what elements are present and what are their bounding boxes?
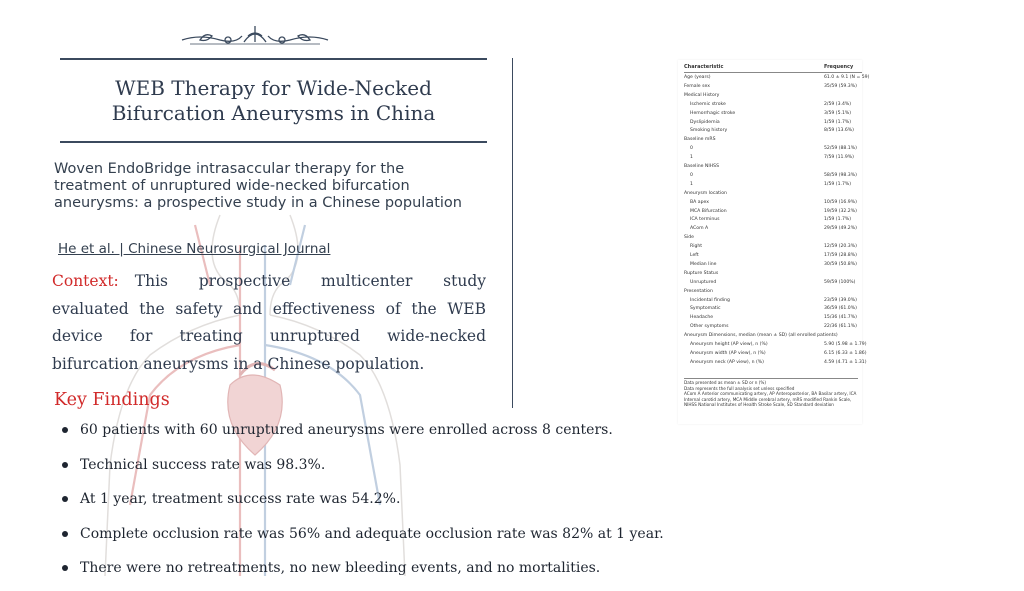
vertical-divider xyxy=(512,58,513,408)
table-row xyxy=(684,243,862,251)
table-cell-label: Side xyxy=(684,235,694,241)
table-cell-value: 1/59 (1.7%) xyxy=(824,181,852,187)
table-cell-label: Aneurysm Dimensions, median (mean ± SD) (all enrolled patients) xyxy=(684,333,838,339)
list-item: There were no retreatments, no new bleeding events, and no mortalities. xyxy=(62,556,762,591)
table-row xyxy=(684,279,862,287)
table-note: ACom A Anterior communicating artery, AP Anteroposterior, BA Basilar artery, ICA Internal carotid artery, MCA Middle cerebral artery, mRS modified Rankin Scale, NIHSS National Institutes of Health Stroke Scale, SD Standard deviation xyxy=(684,391,857,408)
table-header xyxy=(684,63,862,73)
table-row xyxy=(684,252,862,260)
table-cell-value: 35/59 (59.3%) xyxy=(824,83,857,89)
table-row xyxy=(684,154,862,162)
table-cell-value: 12/59 (20.3%) xyxy=(824,244,857,250)
context-paragraph xyxy=(52,268,486,378)
table-note: Data represents the full analysis set unless specified xyxy=(684,385,795,391)
table-cell-value: 1/59 (1.7%) xyxy=(824,119,852,125)
key-findings-heading: Key Findings xyxy=(54,390,170,410)
table-row xyxy=(684,127,862,135)
table-cell-label: Ischemic stroke xyxy=(690,101,726,107)
table-row xyxy=(684,101,862,109)
table-col-frequency: Frequency xyxy=(824,64,854,70)
table-row xyxy=(684,136,862,144)
table-cell-value: 59/59 (100%) xyxy=(824,279,856,285)
table-row xyxy=(684,83,862,91)
table-cell-value: 2/59 (3.4%) xyxy=(824,101,852,107)
table-cell-label: Aneurysm height (AP view), n (%) xyxy=(690,342,768,347)
table-col-characteristic: Characteristic xyxy=(684,64,724,70)
table-cell-value: 29/59 (49.2%) xyxy=(824,226,857,232)
table-cell-value: 15/36 (41.7%) xyxy=(824,315,857,321)
context-label: Context: xyxy=(52,272,119,290)
table-cell-label: 1 xyxy=(690,155,693,161)
table-row xyxy=(684,314,862,322)
list-item: At 1 year, treatment success rate was 54.2%. xyxy=(62,487,762,522)
table-row xyxy=(684,234,862,242)
table-cell-label: Headache xyxy=(690,315,714,321)
table-row xyxy=(684,190,862,198)
table-cell-label: Rupture Status xyxy=(684,270,719,276)
table-cell-value: 1/59 (1.7%) xyxy=(824,217,852,223)
table-cell-label: Female sex xyxy=(684,83,710,89)
list-item: Technical success rate was 98.3%. xyxy=(62,453,762,488)
table-row xyxy=(684,288,862,296)
table-cell-label: Aneurysm location xyxy=(684,190,727,196)
table-row xyxy=(684,74,870,82)
list-item: 60 patients with 60 unruptured aneurysms were enrolled across 8 centers. xyxy=(62,418,762,453)
table-cell-label: Baseline mRS xyxy=(684,137,716,143)
table-cell-value: 4.59 (4.71 ± 1.31) xyxy=(824,359,867,365)
table-row xyxy=(684,332,862,340)
table-row xyxy=(684,261,862,269)
page-title: WEB Therapy for Wide-Necked Bifurcation Aneurysms in China xyxy=(111,76,436,125)
table-cell-value: 61.0 ± 9.1 (N = 59) xyxy=(824,75,870,80)
table-cell-label: Incidental finding xyxy=(690,297,730,303)
table-cell-label: Aneurysm neck (AP view), n (%) xyxy=(690,359,764,365)
context-text: This prospective multicenter study evaluated the safety and effectiveness of the WEB device for treating unruptured wide-necked bifurcation aneurysms in a Chinese population. xyxy=(52,272,486,373)
table-cell-label: Median line xyxy=(690,261,717,267)
table-cell-label: Left xyxy=(690,253,699,258)
table-row xyxy=(684,216,862,224)
citation-link[interactable]: He et al. | Chinese Neurosurgical Journal xyxy=(58,241,331,257)
article-subtitle: Woven EndoBridge intrasaccular therapy for the treatment of unruptured wide-necked bifurcation aneurysms: a prospective study in a Chinese population xyxy=(54,161,462,211)
table-row xyxy=(684,181,862,189)
list-item: Complete occlusion rate was 56% and adequate occlusion rate was 82% at 1 year. xyxy=(62,522,762,557)
decorative-ornament xyxy=(180,22,330,50)
table-row xyxy=(684,208,862,216)
table-cell-label: Dyslipidemia xyxy=(690,119,720,125)
table-cell-value: 3/59 (5.1%) xyxy=(824,110,852,116)
table-row xyxy=(684,225,862,233)
title-bottom-rule xyxy=(60,141,487,143)
table-cell-label: ACom A xyxy=(690,226,709,232)
table-cell-value: 6.15 (6.33 ± 1.86) xyxy=(824,350,867,356)
table-row xyxy=(684,119,862,127)
table-cell-label: Unruptured xyxy=(690,279,717,285)
key-findings-list xyxy=(62,418,762,591)
table-cell-label: Smoking history xyxy=(690,128,728,134)
table-row xyxy=(684,350,867,358)
table-cell-label: 0 xyxy=(690,172,693,178)
table-cell-value: 36/59 (61.0%) xyxy=(824,306,857,312)
table-row xyxy=(684,270,862,278)
table-row xyxy=(684,297,862,305)
table-row xyxy=(684,323,862,331)
table-cell-label: 0 xyxy=(690,146,693,152)
table-cell-value: 17/59 (28.8%) xyxy=(824,253,857,258)
table-cell-label: Hemorrhagic stroke xyxy=(690,110,736,116)
table-row xyxy=(684,110,862,118)
table-cell-label: Presentation xyxy=(684,288,713,294)
table-cell-value: 8/59 (13.6%) xyxy=(824,128,854,134)
table-cell-value: 58/59 (98.3%) xyxy=(824,172,857,178)
table-cell-label: Symptomatic xyxy=(690,306,721,312)
table-cell-value: 52/59 (88.1%) xyxy=(824,146,857,152)
table-row xyxy=(684,341,867,349)
table-cell-label: Other symptoms xyxy=(690,324,729,330)
table-cell-label: Aneurysm width (AP view), n (%) xyxy=(690,350,766,356)
table-cell-value: 30/59 (50.8%) xyxy=(824,261,857,267)
characteristics-table xyxy=(678,60,870,424)
table-cell-label: BA apex xyxy=(690,199,709,205)
table-cell-value: 23/59 (39.0%) xyxy=(824,297,857,303)
table-footnotes xyxy=(684,378,858,408)
table-row xyxy=(684,305,862,313)
table-row xyxy=(684,145,862,153)
table-cell-label: Age (years) xyxy=(684,75,711,80)
table-cell-value: 22/36 (61.1%) xyxy=(824,324,857,330)
table-cell-label: Medical History xyxy=(684,92,720,98)
title-top-rule xyxy=(60,58,487,60)
table-row xyxy=(684,359,867,367)
table-cell-label: 1 xyxy=(690,181,693,187)
table-cell-label: Baseline NIHSS xyxy=(684,164,720,169)
table-cell-value: 10/59 (16.9%) xyxy=(824,199,857,205)
table-cell-label: MCA Bifurcation xyxy=(690,208,727,214)
table-cell-label: ICA terminus xyxy=(690,217,720,223)
table-cell-label: Right xyxy=(690,244,703,250)
table-row xyxy=(684,172,862,180)
table-row xyxy=(684,199,862,207)
table-row xyxy=(684,163,862,171)
table-note: Data presented as mean ± SD or n (%) xyxy=(684,380,766,385)
table-cell-value: 19/59 (32.2%) xyxy=(824,208,857,214)
table-row xyxy=(684,92,862,100)
table-cell-value: 5.90 (5.98 ± 1.79) xyxy=(824,342,867,347)
table-cell-value: 7/59 (11.9%) xyxy=(824,155,854,161)
